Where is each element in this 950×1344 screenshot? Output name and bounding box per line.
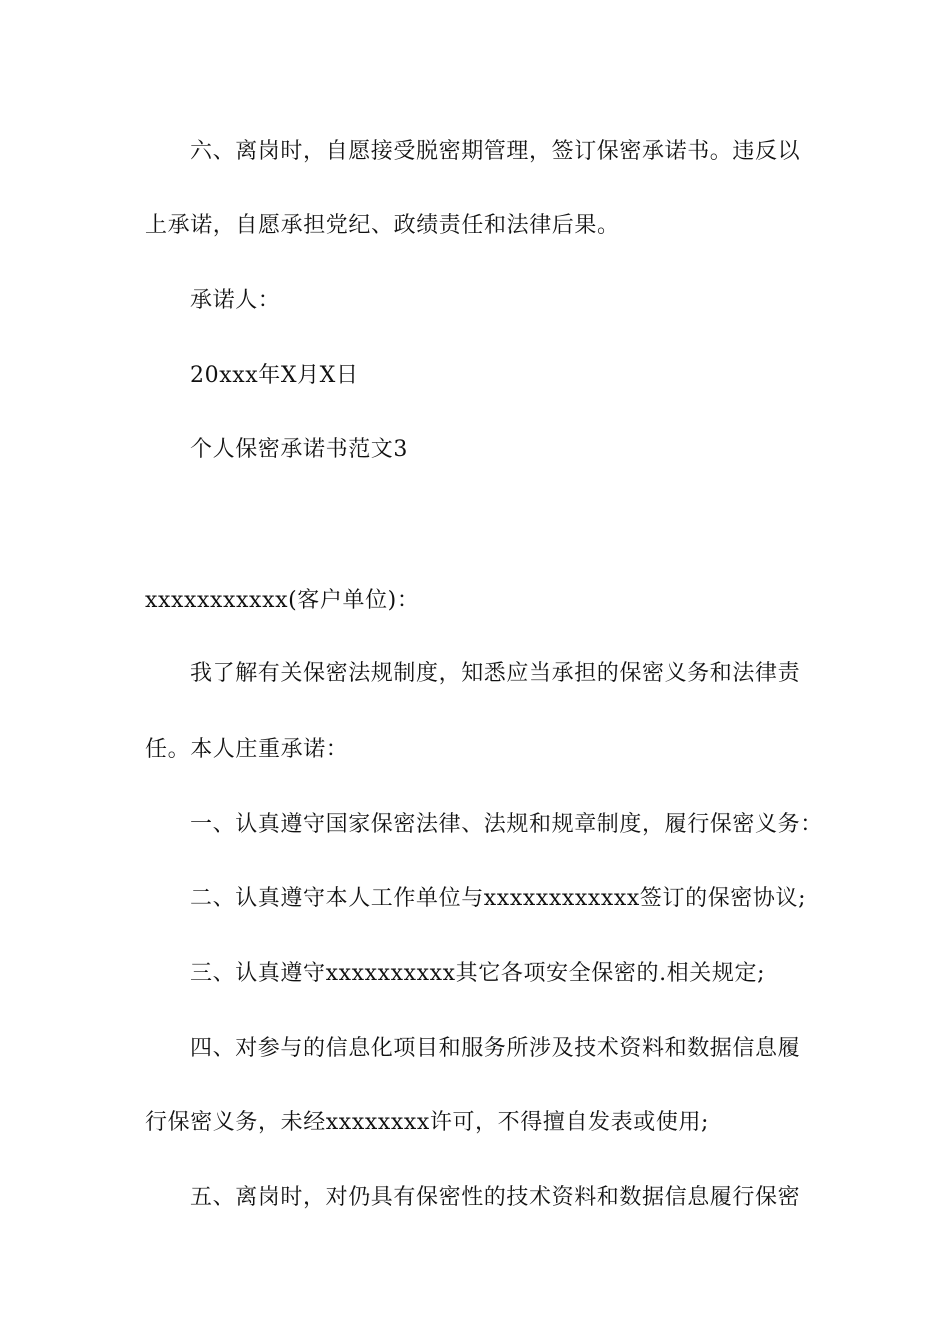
paragraph-line: 上承诺，自愿承担党纪、政绩责任和法律后果。 [145, 213, 620, 238]
list-item: 四、对参与的信息化项目和服务所涉及技术资料和数据信息履 [190, 1036, 801, 1061]
paragraph-line: 任。本人庄重承诺： [145, 737, 349, 762]
list-item: 二、认真遵守本人工作单位与xxxxxxxxxxxx签订的保密协议; [190, 886, 807, 911]
list-item: 一、认真遵守国家保密法律、法规和规章制度，履行保密义务： [190, 812, 823, 837]
addressee-line: xxxxxxxxxxx(客户单位)： [145, 588, 420, 613]
paragraph-line: 六、离岗时，自愿接受脱密期管理，签订保密承诺书。违反以 [190, 139, 801, 164]
date-line: 20xxx年X月X日 [190, 363, 359, 388]
list-item: 三、认真遵守xxxxxxxxxx其它各项安全保密的.相关规定; [190, 961, 766, 986]
signatory-label: 承诺人： [190, 288, 281, 313]
paragraph-line: 我了解有关保密法规制度，知悉应当承担的保密义务和法律责 [190, 661, 801, 686]
list-item: 行保密义务，未经xxxxxxxx许可，不得擅自发表或使用; [145, 1110, 710, 1135]
list-item: 五、离岗时，对仍具有保密性的技术资料和数据信息履行保密 [190, 1185, 801, 1210]
section-title: 个人保密承诺书范文3 [190, 437, 408, 462]
